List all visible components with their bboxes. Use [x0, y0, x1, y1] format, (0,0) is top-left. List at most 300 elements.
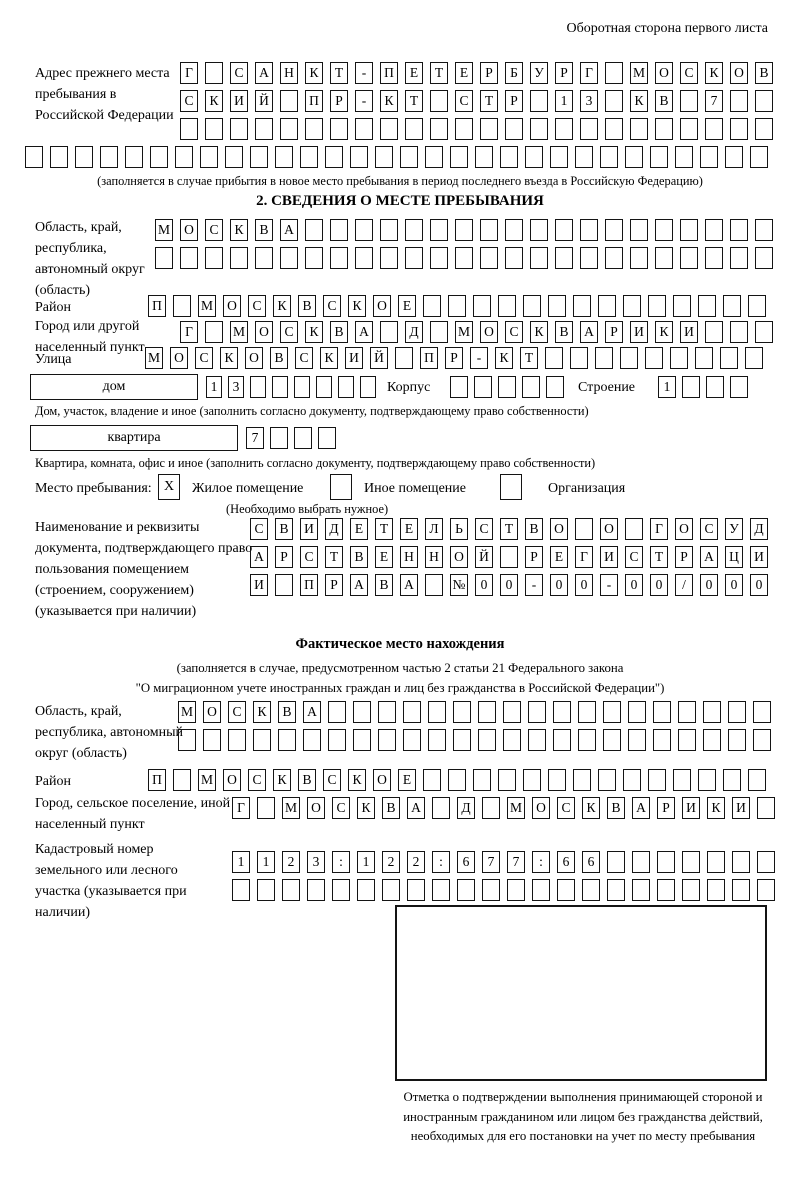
- char-cell[interactable]: [555, 247, 573, 269]
- char-cell[interactable]: С: [332, 797, 350, 819]
- char-cell[interactable]: М: [282, 797, 300, 819]
- char-cell[interactable]: [203, 729, 221, 751]
- char-cell[interactable]: С: [700, 518, 718, 540]
- char-cell[interactable]: П: [148, 769, 166, 791]
- char-cell[interactable]: [150, 146, 168, 168]
- char-cell[interactable]: И: [345, 347, 363, 369]
- char-cell[interactable]: У: [530, 62, 548, 84]
- char-cell[interactable]: 6: [457, 851, 475, 873]
- char-cell[interactable]: [453, 729, 471, 751]
- char-cell[interactable]: [757, 879, 775, 901]
- char-cell[interactable]: [350, 146, 368, 168]
- char-cell[interactable]: К: [530, 321, 548, 343]
- char-cell[interactable]: [546, 376, 564, 398]
- char-cell[interactable]: [498, 769, 516, 791]
- char-cell[interactable]: [607, 851, 625, 873]
- char-cell[interactable]: [423, 295, 441, 317]
- char-cell[interactable]: Т: [405, 90, 423, 112]
- char-cell[interactable]: [670, 347, 688, 369]
- char-cell[interactable]: [723, 295, 741, 317]
- char-cell[interactable]: [328, 701, 346, 723]
- char-cell[interactable]: С: [195, 347, 213, 369]
- char-cell[interactable]: [428, 701, 446, 723]
- char-cell[interactable]: М: [155, 219, 173, 241]
- char-cell[interactable]: [600, 146, 618, 168]
- char-cell[interactable]: П: [380, 62, 398, 84]
- char-cell[interactable]: [630, 118, 648, 140]
- char-cell[interactable]: П: [420, 347, 438, 369]
- char-cell[interactable]: И: [680, 321, 698, 343]
- char-cell[interactable]: Р: [505, 90, 523, 112]
- char-cell[interactable]: [757, 851, 775, 873]
- char-cell[interactable]: [330, 247, 348, 269]
- char-cell[interactable]: [605, 90, 623, 112]
- char-cell[interactable]: 0: [650, 574, 668, 596]
- char-cell[interactable]: [478, 701, 496, 723]
- char-cell[interactable]: К: [707, 797, 725, 819]
- char-cell[interactable]: О: [532, 797, 550, 819]
- char-cell[interactable]: К: [380, 90, 398, 112]
- char-cell[interactable]: [432, 879, 450, 901]
- char-cell[interactable]: Т: [430, 62, 448, 84]
- char-cell[interactable]: И: [600, 546, 618, 568]
- char-cell[interactable]: В: [270, 347, 288, 369]
- char-cell[interactable]: [553, 729, 571, 751]
- char-cell[interactable]: [505, 118, 523, 140]
- char-cell[interactable]: [575, 518, 593, 540]
- char-cell[interactable]: [532, 879, 550, 901]
- char-cell[interactable]: [380, 219, 398, 241]
- char-cell[interactable]: [755, 219, 773, 241]
- char-cell[interactable]: [503, 729, 521, 751]
- char-cell[interactable]: [316, 376, 332, 398]
- char-cell[interactable]: [328, 729, 346, 751]
- char-cell[interactable]: П: [305, 90, 323, 112]
- char-cell[interactable]: Р: [657, 797, 675, 819]
- char-cell[interactable]: М: [455, 321, 473, 343]
- char-cell[interactable]: С: [230, 62, 248, 84]
- char-cell[interactable]: В: [375, 574, 393, 596]
- char-cell[interactable]: 0: [625, 574, 643, 596]
- char-cell[interactable]: [353, 701, 371, 723]
- char-cell[interactable]: Р: [555, 62, 573, 84]
- char-cell[interactable]: [753, 701, 771, 723]
- char-cell[interactable]: 2: [382, 851, 400, 873]
- char-cell[interactable]: А: [407, 797, 425, 819]
- char-cell[interactable]: [482, 879, 500, 901]
- char-cell[interactable]: Е: [550, 546, 568, 568]
- char-cell[interactable]: И: [682, 797, 700, 819]
- char-cell[interactable]: [570, 347, 588, 369]
- char-cell[interactable]: -: [355, 62, 373, 84]
- char-cell[interactable]: К: [348, 295, 366, 317]
- char-cell[interactable]: И: [750, 546, 768, 568]
- char-cell[interactable]: С: [248, 295, 266, 317]
- char-cell[interactable]: [205, 247, 223, 269]
- char-cell[interactable]: К: [348, 769, 366, 791]
- char-cell[interactable]: [257, 879, 275, 901]
- char-cell[interactable]: [25, 146, 43, 168]
- char-cell[interactable]: 0: [500, 574, 518, 596]
- char-cell[interactable]: 6: [582, 851, 600, 873]
- char-cell[interactable]: [250, 376, 266, 398]
- char-cell[interactable]: М: [630, 62, 648, 84]
- char-cell[interactable]: В: [298, 769, 316, 791]
- char-cell[interactable]: А: [400, 574, 418, 596]
- char-cell[interactable]: [573, 295, 591, 317]
- char-cell[interactable]: [305, 118, 323, 140]
- char-cell[interactable]: С: [228, 701, 246, 723]
- char-cell[interactable]: Е: [400, 518, 418, 540]
- char-cell[interactable]: Е: [405, 62, 423, 84]
- char-cell[interactable]: [448, 769, 466, 791]
- char-cell[interactable]: [455, 247, 473, 269]
- char-cell[interactable]: /: [675, 574, 693, 596]
- char-cell[interactable]: [548, 769, 566, 791]
- char-cell[interactable]: О: [203, 701, 221, 723]
- char-cell[interactable]: И: [300, 518, 318, 540]
- char-cell[interactable]: [632, 879, 650, 901]
- house-type-box[interactable]: дом: [30, 374, 198, 400]
- char-cell[interactable]: [673, 769, 691, 791]
- char-cell[interactable]: [755, 247, 773, 269]
- char-cell[interactable]: [205, 321, 223, 343]
- char-cell[interactable]: А: [632, 797, 650, 819]
- char-cell[interactable]: [425, 146, 443, 168]
- char-cell[interactable]: 2: [407, 851, 425, 873]
- char-cell[interactable]: [355, 219, 373, 241]
- char-cell[interactable]: Р: [330, 90, 348, 112]
- char-cell[interactable]: К: [495, 347, 513, 369]
- char-cell[interactable]: [645, 347, 663, 369]
- char-cell[interactable]: [703, 701, 721, 723]
- char-cell[interactable]: [732, 879, 750, 901]
- char-cell[interactable]: [682, 851, 700, 873]
- char-cell[interactable]: [498, 295, 516, 317]
- char-cell[interactable]: С: [323, 295, 341, 317]
- char-cell[interactable]: [360, 376, 376, 398]
- char-cell[interactable]: В: [255, 219, 273, 241]
- char-cell[interactable]: [305, 247, 323, 269]
- char-cell[interactable]: [545, 347, 563, 369]
- char-cell[interactable]: [607, 879, 625, 901]
- char-cell[interactable]: [403, 729, 421, 751]
- char-cell[interactable]: [730, 90, 748, 112]
- char-cell[interactable]: Н: [400, 546, 418, 568]
- char-cell[interactable]: К: [582, 797, 600, 819]
- char-cell[interactable]: С: [295, 347, 313, 369]
- char-cell[interactable]: [745, 347, 763, 369]
- char-cell[interactable]: К: [220, 347, 238, 369]
- char-cell[interactable]: [480, 247, 498, 269]
- char-cell[interactable]: [748, 769, 766, 791]
- char-cell[interactable]: [505, 219, 523, 241]
- checkbox-organization[interactable]: [500, 474, 522, 500]
- char-cell[interactable]: С: [205, 219, 223, 241]
- char-cell[interactable]: [330, 219, 348, 241]
- char-cell[interactable]: [523, 769, 541, 791]
- char-cell[interactable]: 7: [246, 427, 264, 449]
- char-cell[interactable]: [474, 376, 492, 398]
- char-cell[interactable]: О: [675, 518, 693, 540]
- char-cell[interactable]: -: [600, 574, 618, 596]
- char-cell[interactable]: [598, 295, 616, 317]
- char-cell[interactable]: М: [145, 347, 163, 369]
- char-cell[interactable]: [680, 219, 698, 241]
- char-cell[interactable]: О: [373, 295, 391, 317]
- char-cell[interactable]: 0: [700, 574, 718, 596]
- char-cell[interactable]: [175, 146, 193, 168]
- char-cell[interactable]: [478, 729, 496, 751]
- char-cell[interactable]: [632, 851, 650, 873]
- char-cell[interactable]: [425, 574, 443, 596]
- char-cell[interactable]: [50, 146, 68, 168]
- char-cell[interactable]: [173, 769, 191, 791]
- char-cell[interactable]: [522, 376, 540, 398]
- char-cell[interactable]: [272, 376, 288, 398]
- char-cell[interactable]: 1: [357, 851, 375, 873]
- char-cell[interactable]: Т: [500, 518, 518, 540]
- char-cell[interactable]: [205, 62, 223, 84]
- char-cell[interactable]: [653, 729, 671, 751]
- char-cell[interactable]: [355, 118, 373, 140]
- char-cell[interactable]: [282, 879, 300, 901]
- confirmation-mark-box[interactable]: [395, 905, 767, 1081]
- checkbox-residential[interactable]: X: [158, 474, 180, 500]
- char-cell[interactable]: О: [307, 797, 325, 819]
- char-cell[interactable]: О: [450, 546, 468, 568]
- char-cell[interactable]: [382, 879, 400, 901]
- char-cell[interactable]: Р: [445, 347, 463, 369]
- char-cell[interactable]: [305, 219, 323, 241]
- char-cell[interactable]: [480, 118, 498, 140]
- char-cell[interactable]: [530, 90, 548, 112]
- char-cell[interactable]: [705, 219, 723, 241]
- char-cell[interactable]: И: [230, 90, 248, 112]
- char-cell[interactable]: [730, 321, 748, 343]
- char-cell[interactable]: Ь: [450, 518, 468, 540]
- char-cell[interactable]: Г: [575, 546, 593, 568]
- char-cell[interactable]: Е: [350, 518, 368, 540]
- char-cell[interactable]: [625, 146, 643, 168]
- char-cell[interactable]: -: [355, 90, 373, 112]
- char-cell[interactable]: О: [245, 347, 263, 369]
- char-cell[interactable]: [678, 729, 696, 751]
- char-cell[interactable]: [280, 90, 298, 112]
- char-cell[interactable]: [630, 247, 648, 269]
- char-cell[interactable]: Ц: [725, 546, 743, 568]
- char-cell[interactable]: [580, 247, 598, 269]
- char-cell[interactable]: [700, 146, 718, 168]
- char-cell[interactable]: 1: [658, 376, 676, 398]
- char-cell[interactable]: К: [655, 321, 673, 343]
- char-cell[interactable]: В: [275, 518, 293, 540]
- char-cell[interactable]: Е: [375, 546, 393, 568]
- char-cell[interactable]: Е: [398, 769, 416, 791]
- char-cell[interactable]: Е: [398, 295, 416, 317]
- char-cell[interactable]: Т: [480, 90, 498, 112]
- char-cell[interactable]: [250, 146, 268, 168]
- char-cell[interactable]: [430, 219, 448, 241]
- char-cell[interactable]: О: [655, 62, 673, 84]
- char-cell[interactable]: [628, 729, 646, 751]
- char-cell[interactable]: [582, 879, 600, 901]
- char-cell[interactable]: [528, 701, 546, 723]
- char-cell[interactable]: [730, 118, 748, 140]
- char-cell[interactable]: [748, 295, 766, 317]
- char-cell[interactable]: К: [305, 62, 323, 84]
- char-cell[interactable]: [603, 729, 621, 751]
- char-cell[interactable]: 3: [228, 376, 244, 398]
- char-cell[interactable]: [380, 118, 398, 140]
- char-cell[interactable]: [706, 376, 724, 398]
- char-cell[interactable]: М: [198, 769, 216, 791]
- char-cell[interactable]: [380, 321, 398, 343]
- char-cell[interactable]: [405, 247, 423, 269]
- char-cell[interactable]: [750, 146, 768, 168]
- char-cell[interactable]: Д: [325, 518, 343, 540]
- char-cell[interactable]: [682, 879, 700, 901]
- char-cell[interactable]: 0: [725, 574, 743, 596]
- char-cell[interactable]: [332, 879, 350, 901]
- char-cell[interactable]: Р: [275, 546, 293, 568]
- char-cell[interactable]: [648, 295, 666, 317]
- char-cell[interactable]: В: [350, 546, 368, 568]
- char-cell[interactable]: [655, 118, 673, 140]
- char-cell[interactable]: 3: [580, 90, 598, 112]
- char-cell[interactable]: 1: [555, 90, 573, 112]
- char-cell[interactable]: [280, 247, 298, 269]
- char-cell[interactable]: [705, 321, 723, 343]
- char-cell[interactable]: [325, 146, 343, 168]
- char-cell[interactable]: О: [600, 518, 618, 540]
- char-cell[interactable]: [378, 701, 396, 723]
- char-cell[interactable]: [675, 146, 693, 168]
- char-cell[interactable]: В: [382, 797, 400, 819]
- char-cell[interactable]: [473, 769, 491, 791]
- char-cell[interactable]: [375, 146, 393, 168]
- char-cell[interactable]: [680, 90, 698, 112]
- char-cell[interactable]: [318, 427, 336, 449]
- char-cell[interactable]: [473, 295, 491, 317]
- char-cell[interactable]: О: [373, 769, 391, 791]
- char-cell[interactable]: [503, 701, 521, 723]
- char-cell[interactable]: [605, 247, 623, 269]
- char-cell[interactable]: [628, 701, 646, 723]
- char-cell[interactable]: [678, 701, 696, 723]
- char-cell[interactable]: С: [323, 769, 341, 791]
- char-cell[interactable]: К: [630, 90, 648, 112]
- char-cell[interactable]: 1: [257, 851, 275, 873]
- char-cell[interactable]: [753, 729, 771, 751]
- char-cell[interactable]: [548, 295, 566, 317]
- char-cell[interactable]: [455, 118, 473, 140]
- char-cell[interactable]: [575, 146, 593, 168]
- char-cell[interactable]: [155, 247, 173, 269]
- char-cell[interactable]: [705, 118, 723, 140]
- char-cell[interactable]: И: [250, 574, 268, 596]
- char-cell[interactable]: К: [320, 347, 338, 369]
- char-cell[interactable]: [448, 295, 466, 317]
- char-cell[interactable]: [405, 118, 423, 140]
- char-cell[interactable]: А: [350, 574, 368, 596]
- char-cell[interactable]: [432, 797, 450, 819]
- char-cell[interactable]: [125, 146, 143, 168]
- char-cell[interactable]: 0: [475, 574, 493, 596]
- char-cell[interactable]: В: [555, 321, 573, 343]
- char-cell[interactable]: [378, 729, 396, 751]
- char-cell[interactable]: [723, 769, 741, 791]
- char-cell[interactable]: О: [223, 295, 241, 317]
- char-cell[interactable]: 1: [232, 851, 250, 873]
- char-cell[interactable]: [653, 701, 671, 723]
- char-cell[interactable]: О: [480, 321, 498, 343]
- char-cell[interactable]: [500, 546, 518, 568]
- char-cell[interactable]: [550, 146, 568, 168]
- char-cell[interactable]: 3: [307, 851, 325, 873]
- char-cell[interactable]: [403, 701, 421, 723]
- char-cell[interactable]: А: [250, 546, 268, 568]
- char-cell[interactable]: [475, 146, 493, 168]
- char-cell[interactable]: [605, 219, 623, 241]
- char-cell[interactable]: [728, 729, 746, 751]
- char-cell[interactable]: [180, 247, 198, 269]
- char-cell[interactable]: А: [700, 546, 718, 568]
- char-cell[interactable]: [353, 729, 371, 751]
- char-cell[interactable]: Н: [425, 546, 443, 568]
- char-cell[interactable]: Р: [525, 546, 543, 568]
- char-cell[interactable]: 0: [750, 574, 768, 596]
- char-cell[interactable]: Г: [650, 518, 668, 540]
- char-cell[interactable]: [230, 247, 248, 269]
- char-cell[interactable]: К: [273, 769, 291, 791]
- char-cell[interactable]: [338, 376, 354, 398]
- char-cell[interactable]: О: [730, 62, 748, 84]
- char-cell[interactable]: 0: [575, 574, 593, 596]
- char-cell[interactable]: [757, 797, 775, 819]
- char-cell[interactable]: [380, 247, 398, 269]
- char-cell[interactable]: [430, 321, 448, 343]
- char-cell[interactable]: [500, 146, 518, 168]
- char-cell[interactable]: [294, 427, 312, 449]
- char-cell[interactable]: С: [300, 546, 318, 568]
- char-cell[interactable]: [173, 295, 191, 317]
- char-cell[interactable]: [482, 797, 500, 819]
- char-cell[interactable]: Г: [180, 321, 198, 343]
- char-cell[interactable]: [655, 247, 673, 269]
- char-cell[interactable]: [623, 295, 641, 317]
- char-cell[interactable]: [605, 118, 623, 140]
- char-cell[interactable]: К: [253, 701, 271, 723]
- char-cell[interactable]: [430, 118, 448, 140]
- char-cell[interactable]: [505, 247, 523, 269]
- char-cell[interactable]: 7: [507, 851, 525, 873]
- char-cell[interactable]: :: [532, 851, 550, 873]
- char-cell[interactable]: [455, 219, 473, 241]
- char-cell[interactable]: [698, 769, 716, 791]
- char-cell[interactable]: [205, 118, 223, 140]
- char-cell[interactable]: Д: [405, 321, 423, 343]
- char-cell[interactable]: [578, 729, 596, 751]
- char-cell[interactable]: Й: [255, 90, 273, 112]
- char-cell[interactable]: [728, 701, 746, 723]
- char-cell[interactable]: [603, 701, 621, 723]
- char-cell[interactable]: М: [507, 797, 525, 819]
- char-cell[interactable]: [100, 146, 118, 168]
- char-cell[interactable]: [255, 247, 273, 269]
- char-cell[interactable]: Р: [605, 321, 623, 343]
- char-cell[interactable]: Б: [505, 62, 523, 84]
